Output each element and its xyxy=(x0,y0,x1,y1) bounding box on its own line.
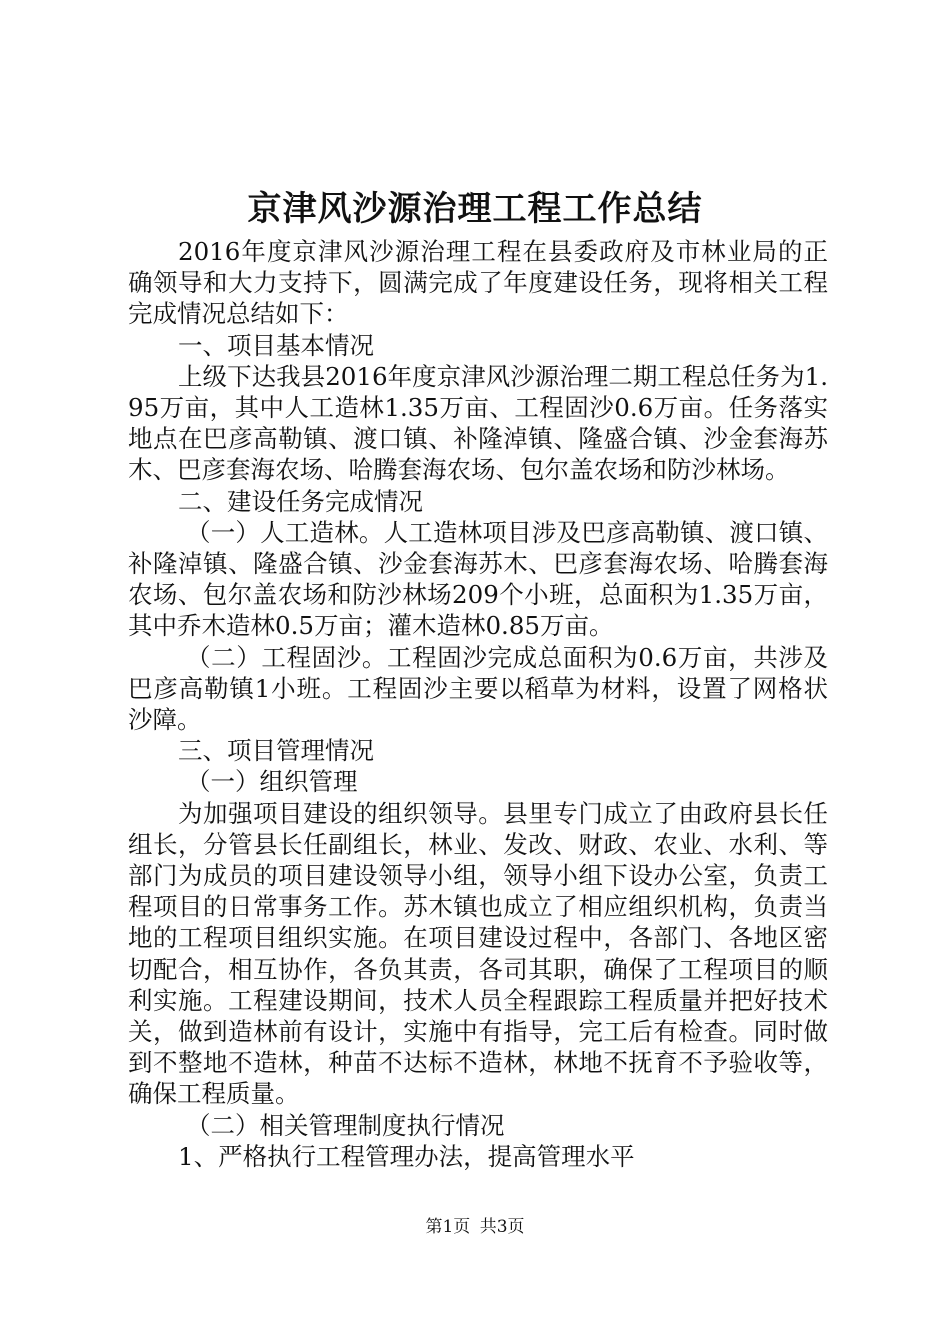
section-2-item-1: （一）人工造林。人工造林项目涉及巴彦高勒镇、渡口镇、补隆淖镇、隆盛合镇、沙金套海苏木、巴彦套海农场、哈腾套海农场、包尔盖农场和防沙林场209个小班，总面积为1.35万亩，其中乔木造林0.5万亩；灌木造林0.85万亩。 xyxy=(128,517,828,641)
document-title: 京津风沙源治理工程工作总结 xyxy=(247,189,703,229)
section-heading-2: 二、建设任务完成情况 xyxy=(178,486,423,516)
subsection-heading-org: （一）组织管理 xyxy=(186,767,358,797)
page-footer xyxy=(0,1215,950,1239)
intro-paragraph: 2016年度京津风沙源治理工程在县委政府及市林业局的正确领导和大力支持下，圆满完成了年度建设任务，现将相关工程完成情况总结如下： xyxy=(128,237,828,329)
section-heading-1: 一、项目基本情况 xyxy=(178,330,374,360)
org-management-paragraph: 为加强项目建设的组织领导。县里专门成立了由政府县长任组长，分管县长任副组长，林业、发改、财政、农业、水利、等部门为成员的项目建设领导小组，领导小组下设办公室，负责工程项目的日常事务工作。苏木镇也成立了相应组织机构，负责当地的工程项目组织实施。在项目建设过程中，各部门、各地区密切配合，相互协作，各负其责，各司其职，确保了工程项目的顺利实施。工程建设期间，技术人员全程跟踪工程质量并把好技术关，做到造林前有设计，实施中有指导，完工后有检查。同时做到不整地不造林，种苗不达标不造林，林地不抚育不予验收等，确保工程质量。 xyxy=(128,798,828,1109)
rules-item-1: 1、严格执行工程管理办法，提高管理水平 xyxy=(178,1141,635,1171)
document-body xyxy=(128,236,828,1172)
section-1-paragraph: 上级下达我县2016年度京津风沙源治理二期工程总任务为1.95万亩，其中人工造林1.35万亩、工程固沙0.6万亩。任务落实地点在巴彦高勒镇、渡口镇、补隆淖镇、隆盛合镇、沙金套海苏木、巴彦套海农场、哈腾套海农场、包尔盖农场和防沙林场。 xyxy=(128,361,828,485)
section-2-item-2: （二）工程固沙。工程固沙完成总面积为0.6万亩，共涉及巴彦高勒镇1小班。工程固沙主要以稻草为材料，设置了网格状沙障。 xyxy=(128,642,828,735)
subsection-heading-rules: （二）相关管理制度执行情况 xyxy=(186,1110,505,1140)
page-total: 共3页 xyxy=(479,1217,525,1237)
section-heading-3: 三、项目管理情况 xyxy=(178,736,374,766)
page-number: 第1页 xyxy=(425,1217,471,1237)
